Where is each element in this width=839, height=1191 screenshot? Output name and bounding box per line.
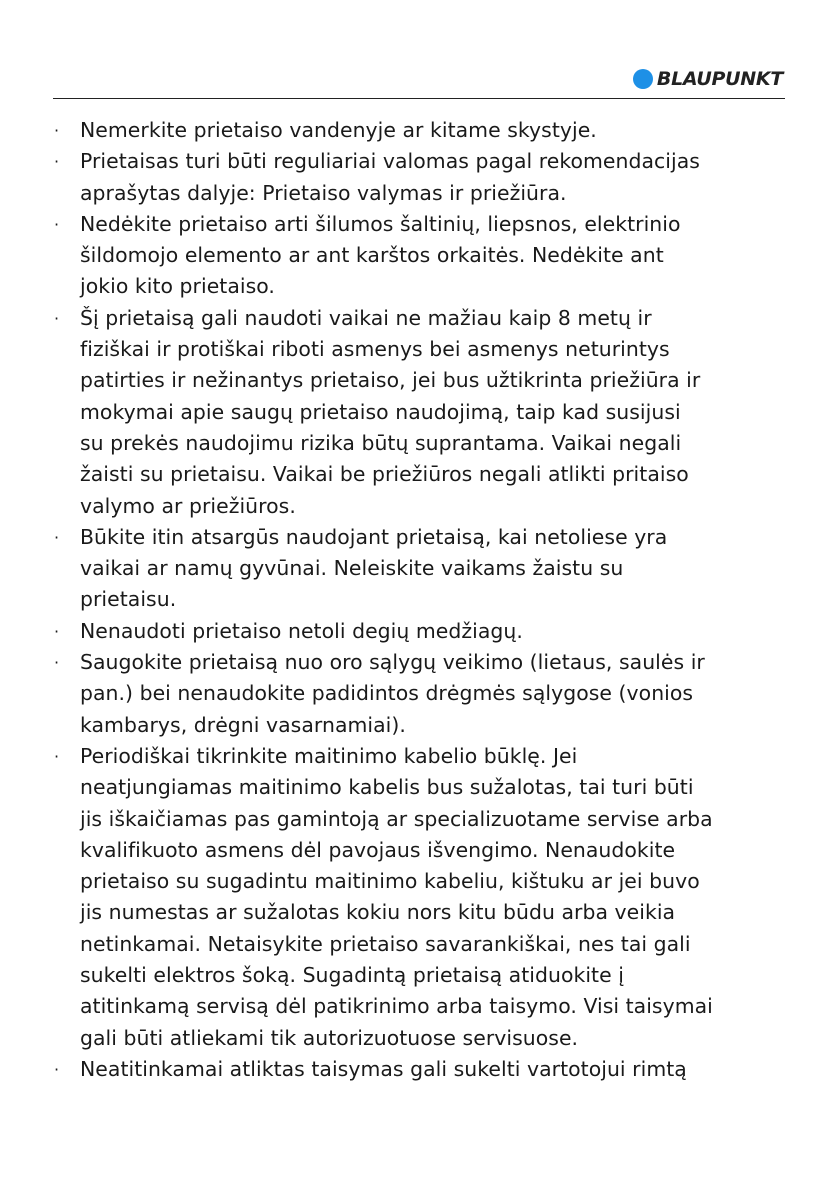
- list-item: [53, 115, 793, 146]
- list-item-line: valymo ar priežiūros.: [80, 493, 296, 518]
- list-item-line: jis iškaičiamas pas gamintoją ar specializuotame servise arba: [80, 806, 713, 831]
- bullet-icon: ·: [54, 308, 60, 328]
- list-item: [53, 647, 793, 741]
- brand-dot-icon: [633, 69, 653, 89]
- list-item-line: Nedėkite prietaiso arti šilumos šaltinių, liepsnos, elektrinio: [80, 211, 681, 236]
- list-item-line: jis numestas ar sužalotas kokiu nors kitu būdu arba veikia: [80, 900, 676, 925]
- bullet-icon: ·: [54, 1059, 60, 1079]
- list-item-line: Periodiškai tikrinkite maitinimo kabelio būklę. Jei: [80, 743, 578, 768]
- list-item-line: mokymai apie saugų prietaiso naudojimą, taip kad susijusi: [80, 399, 681, 424]
- list-item-line: pan.) bei nenaudokite padidintos drėgmės sąlygose (vonios: [80, 681, 694, 706]
- list-item-line: neatjungiamas maitinimo kabelis bus sužalotas, tai turi būti: [80, 775, 694, 800]
- list-item-line: gali būti atliekami tik autorizuotuose servisuose.: [80, 1025, 579, 1050]
- list-item-line: Saugokite prietaisą nuo oro sąlygų veikimo (lietaus, saulės ir: [80, 650, 705, 675]
- list-item-line: Būkite itin atsargūs naudojant prietaisą, kai netoliese yra: [80, 524, 668, 549]
- document-body: [53, 115, 793, 1085]
- list-item: [53, 522, 793, 616]
- bullet-icon: ·: [54, 527, 60, 547]
- list-item-line: vaikai ar namų gyvūnai. Neleiskite vaikams žaistu su: [80, 556, 624, 581]
- bullet-icon: ·: [54, 214, 60, 234]
- list-item: [53, 1054, 793, 1085]
- list-item-line: fiziškai ir protiškai riboti asmenys bei asmenys neturintys: [80, 337, 670, 362]
- list-item-line: šildomojo elemento ar ant karštos orkaitės. Nedėkite ant: [80, 243, 664, 268]
- brand-logo: [633, 68, 783, 90]
- list-item-line: Nemerkite prietaiso vandenyje ar kitame skystyje.: [80, 118, 597, 142]
- list-item-line: Neatitinkamai atliktas taisymas gali sukelti vartotojui rimtą: [80, 1056, 687, 1081]
- list-item: [53, 146, 793, 209]
- safety-instructions-list: [53, 115, 793, 1085]
- list-item-line: su prekės naudojimu rizika būtų suprantama. Vaikai negali: [80, 430, 682, 455]
- bullet-icon: ·: [54, 653, 60, 673]
- list-item-line: žaisti su prietaisu. Vaikai be priežiūros negali atlikti pritaiso: [80, 462, 689, 487]
- bullet-icon: ·: [54, 152, 60, 172]
- list-item-line: atitinkamą servisą dėl patikrinimo arba taisymo. Visi taisymai: [80, 994, 713, 1019]
- list-item: [53, 209, 793, 303]
- list-item-line: prietaisu.: [80, 587, 177, 612]
- list-item: [53, 616, 793, 647]
- list-item-line: netinkamai. Netaisykite prietaiso savarankiškai, nes tai gali: [80, 931, 691, 956]
- list-item-line: patirties ir nežinantys prietaiso, jei bus užtikrinta priežiūra ir: [80, 368, 701, 393]
- list-item-line: aprašytas dalyje: Prietaiso valymas ir priežiūra.: [80, 180, 567, 205]
- list-item-line: sukelti elektros šoką. Sugadintą prietaisą atiduokite į: [80, 963, 624, 988]
- list-item-line: Nenaudoti prietaiso netoli degių medžiagų.: [80, 618, 523, 643]
- list-item-line: kambarys, drėgni vasarnamiai).: [80, 712, 406, 737]
- bullet-icon: ·: [54, 121, 60, 140]
- list-item-line: kvalifikuoto asmens dėl pavojaus išvengimo. Nenaudokite: [80, 837, 676, 862]
- bullet-icon: ·: [54, 746, 60, 766]
- list-item-line: Šį prietaisą gali naudoti vaikai ne mažiau kaip 8 metų ir: [80, 305, 652, 330]
- list-item-line: jokio kito prietaiso.: [80, 274, 275, 299]
- list-item: [53, 741, 793, 1054]
- bullet-icon: ·: [54, 621, 60, 641]
- page-header: [53, 62, 785, 99]
- list-item: [53, 303, 793, 522]
- list-item-line: Prietaisas turi būti reguliariai valomas pagal rekomendacijas: [80, 149, 700, 174]
- list-item-line: prietaiso su sugadintu maitinimo kabeliu, kištuku ar jei buvo: [80, 869, 700, 894]
- brand-name: BLAUPUNKT: [656, 68, 783, 90]
